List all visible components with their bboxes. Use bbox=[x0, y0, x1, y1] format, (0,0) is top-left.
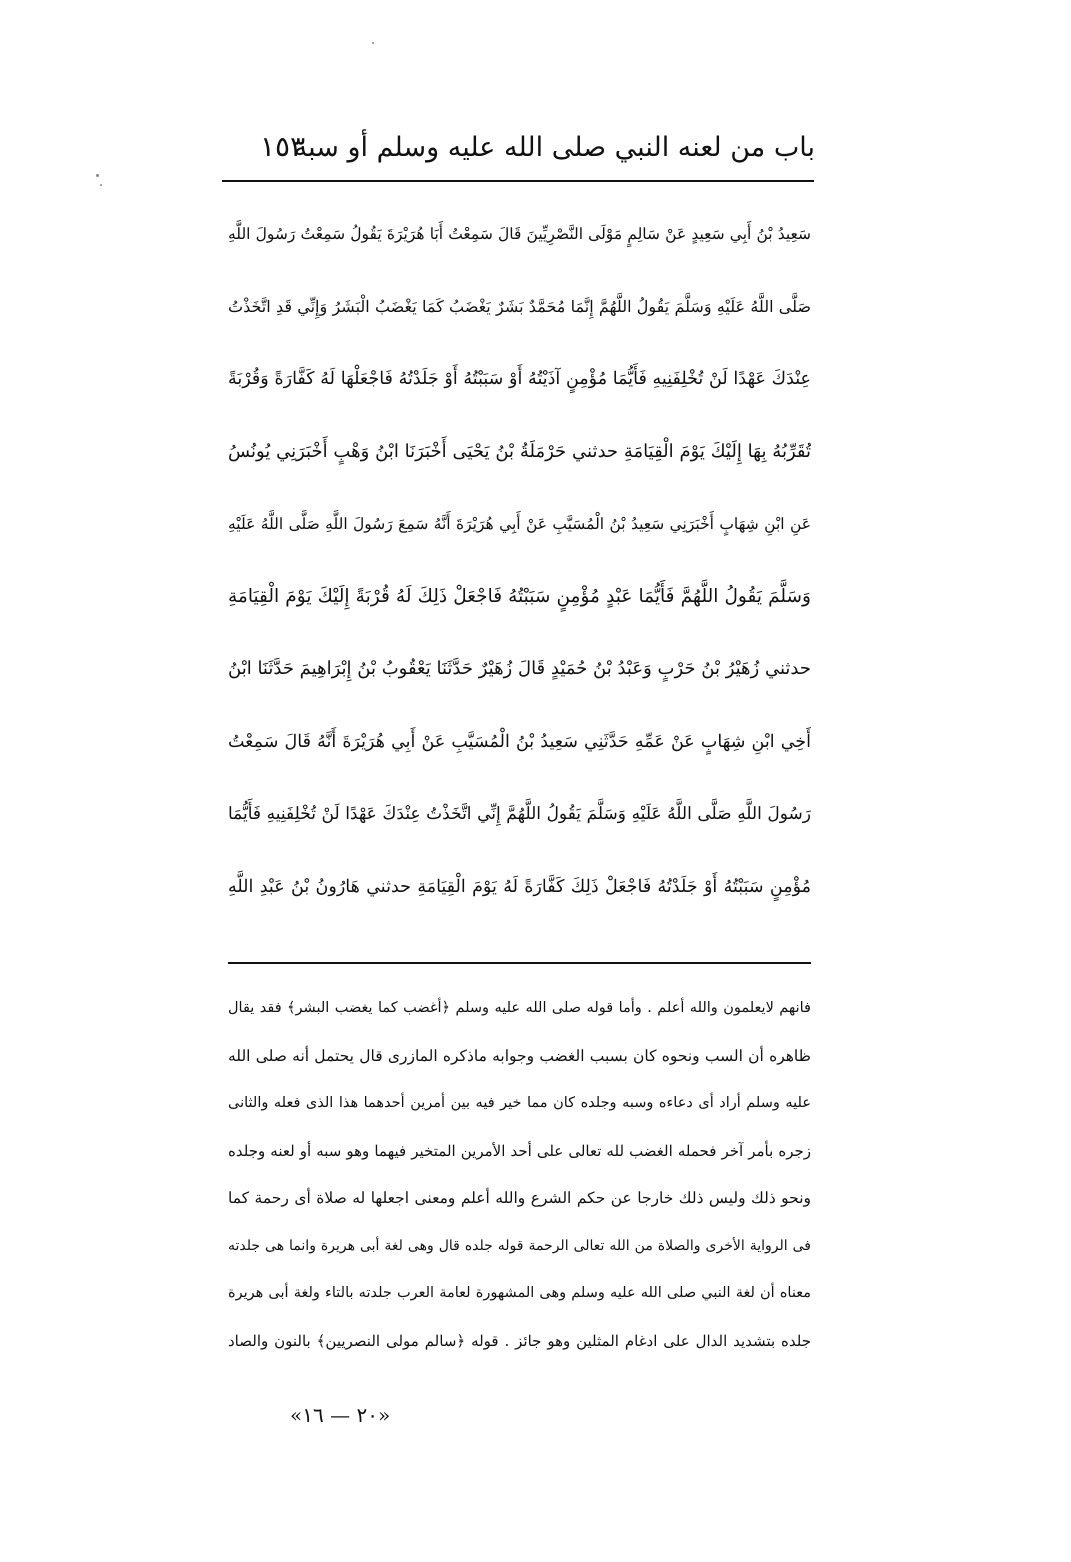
commentary-line: ظاهره أن السب ونحوه كان بسبب الغضب وجوابه ماذكره المازرى قال يحتمل أنه صلى الله bbox=[228, 1046, 811, 1065]
commentary-line: عليه وسلم أراد أى دعاءه وسبه وجلده كان مما خير فيه بين أمرين أحدهما هذا الذى فعله والثانى bbox=[228, 1095, 811, 1111]
text-line: أَخِي ابْنِ شِهَابٍ عَنْ عَمِّهِ حَدَّثَنِي سَعِيدُ بْنُ الْمُسَيَّبِ عَنْ أَبِي هُرَيْرَةَ أَنَّهُ قَالَ سَمِعْتُ bbox=[228, 731, 811, 752]
commentary-line: فانهم لايعلمون والله أعلم . وأما قوله صلى الله عليه وسلم ﴿أغضب كما يغضب البشر﴾ فقد يقال bbox=[228, 1000, 811, 1016]
text-line: وَسَلَّمَ يَقُولُ اللَّهُمَّ فَأَيُّمَا عَبْدٍ مُؤْمِنٍ سَبَبْتُهُ فَاجْعَلْ ذَلِكَ لَهُ قُرْبَةً إِلَيْكَ يَوْمَ الْقِيَامَةِ bbox=[228, 585, 811, 607]
text-line: عَنِ ابْنِ شِهَابٍ أَخْبَرَنِي سَعِيدُ بْنُ الْمُسَيَّبِ عَنْ أَبِي هُرَيْرَةَ أَنَّهُ سَمِعَ رَسُولَ اللَّهِ صَلَّى اللَّهُ عَلَيْهِ bbox=[228, 515, 811, 533]
text-line: سَعِيدُ بْنُ أَبِي سَعِيدٍ عَنْ سَالِمٍ مَوْلَى النَّصْرِيِّينَ قَالَ سَمِعْتُ أَبَا هُرَيْرَةَ يَقُولُ سَمِعْتُ رَسُولَ اللَّهِ bbox=[228, 225, 811, 243]
page-header bbox=[215, 128, 815, 178]
footnote-rule bbox=[228, 962, 811, 964]
text-line: تُقَرِّبُهُ بِهَا إِلَيْكَ يَوْمَ الْقِيَامَةِ حدثني حَرْمَلَةُ بْنُ يَحْيَى أَخْبَرَنَا ابْنُ وَهْبٍ أَخْبَرَنِي يُونُسُ bbox=[228, 440, 811, 462]
scan-speck bbox=[372, 42, 374, 44]
hadith-text-block bbox=[228, 198, 811, 923]
text-line: حدثني زُهَيْرُ بْنُ حَرْبٍ وَعَبْدُ بْنُ حُمَيْدٍ قَالَ زُهَيْرٌ حَدَّثَنَا يَعْقُوبُ بْنُ إِبْرَاهِيمَ حَدَّثَنَا ابْنُ bbox=[228, 658, 811, 679]
printer-signature-mark: «٢٠ — ١٦» bbox=[290, 1403, 391, 1427]
commentary-line: فى الرواية الأخرى والصلاة من الله تعالى الرحمة قوله جلده قال وهى لغة أبى هريرة وانما هى جلدته bbox=[228, 1237, 811, 1254]
text-line: مُؤْمِنٍ سَبَبْتُهُ أَوْ جَلَدْتُهُ فَاجْعَلْ ذَلِكَ كَفَّارَةً لَهُ يَوْمَ الْقِيَامَةِ حدثني هَارُونُ بْنُ عَبْدِ اللَّهِ bbox=[228, 876, 811, 897]
chapter-title: باب من لعنه النبي صلى الله عليه وسلم أو سبه bbox=[293, 132, 815, 163]
commentary-line: ونحو ذلك وليس ذلك خارجا عن حكم الشرع والله أعلم ومعنى اجعلها له صلاة أى رحمة كما bbox=[228, 1189, 811, 1207]
scan-speck bbox=[96, 174, 99, 177]
text-line: صَلَّى اللَّهُ عَلَيْهِ وَسَلَّمَ يَقُولُ اللَّهُمَّ إِنَّمَا مُحَمَّدٌ بَشَرٌ يَغْضَبُ كَمَا يَغْضَبُ الْبَشَرُ وَإِنِّي قَدِ اتَّخَذْتُ bbox=[228, 296, 811, 316]
commentary-line: معناه أن لغة النبي صلى الله عليه وسلم وهى المشهورة لعامة العرب جلدته بالتاء ولغة أبى هريرة bbox=[228, 1285, 811, 1301]
scan-speck bbox=[100, 184, 102, 186]
commentary-line: جلده بتشديد الدال على ادغام المثلين وهو جائز . قوله ﴿سالم مولى النصريين﴾ بالنون والصاد bbox=[228, 1331, 811, 1350]
commentary-block bbox=[228, 985, 811, 1365]
page-number: ١٥٣ bbox=[260, 130, 306, 163]
commentary-line: زجره بأمر آخر فحمله الغضب لله تعالى على أحد الأمرين المتخير فيهما وهو سبه أو لعنه وجلده bbox=[228, 1141, 811, 1160]
text-line: عِنْدَكَ عَهْدًا لَنْ تُخْلِفَنِيهِ فَأَيُّمَا مُؤْمِنٍ آذَيْتُهُ أَوْ سَبَبْتُهُ أَوْ جَلَدْتُهُ فَاجْعَلْهَا لَهُ كَفَّارَةً وَقُرْبَةً bbox=[228, 369, 811, 389]
text-line: رَسُولَ اللَّهِ صَلَّى اللَّهُ عَلَيْهِ وَسَلَّمَ يَقُولُ اللَّهُمَّ إِنِّي اتَّخَذْتُ عِنْدَكَ عَهْدًا لَنْ تُخْلِفَنِيهِ فَأَيُّمَا bbox=[228, 804, 811, 824]
header-rule bbox=[222, 180, 814, 182]
